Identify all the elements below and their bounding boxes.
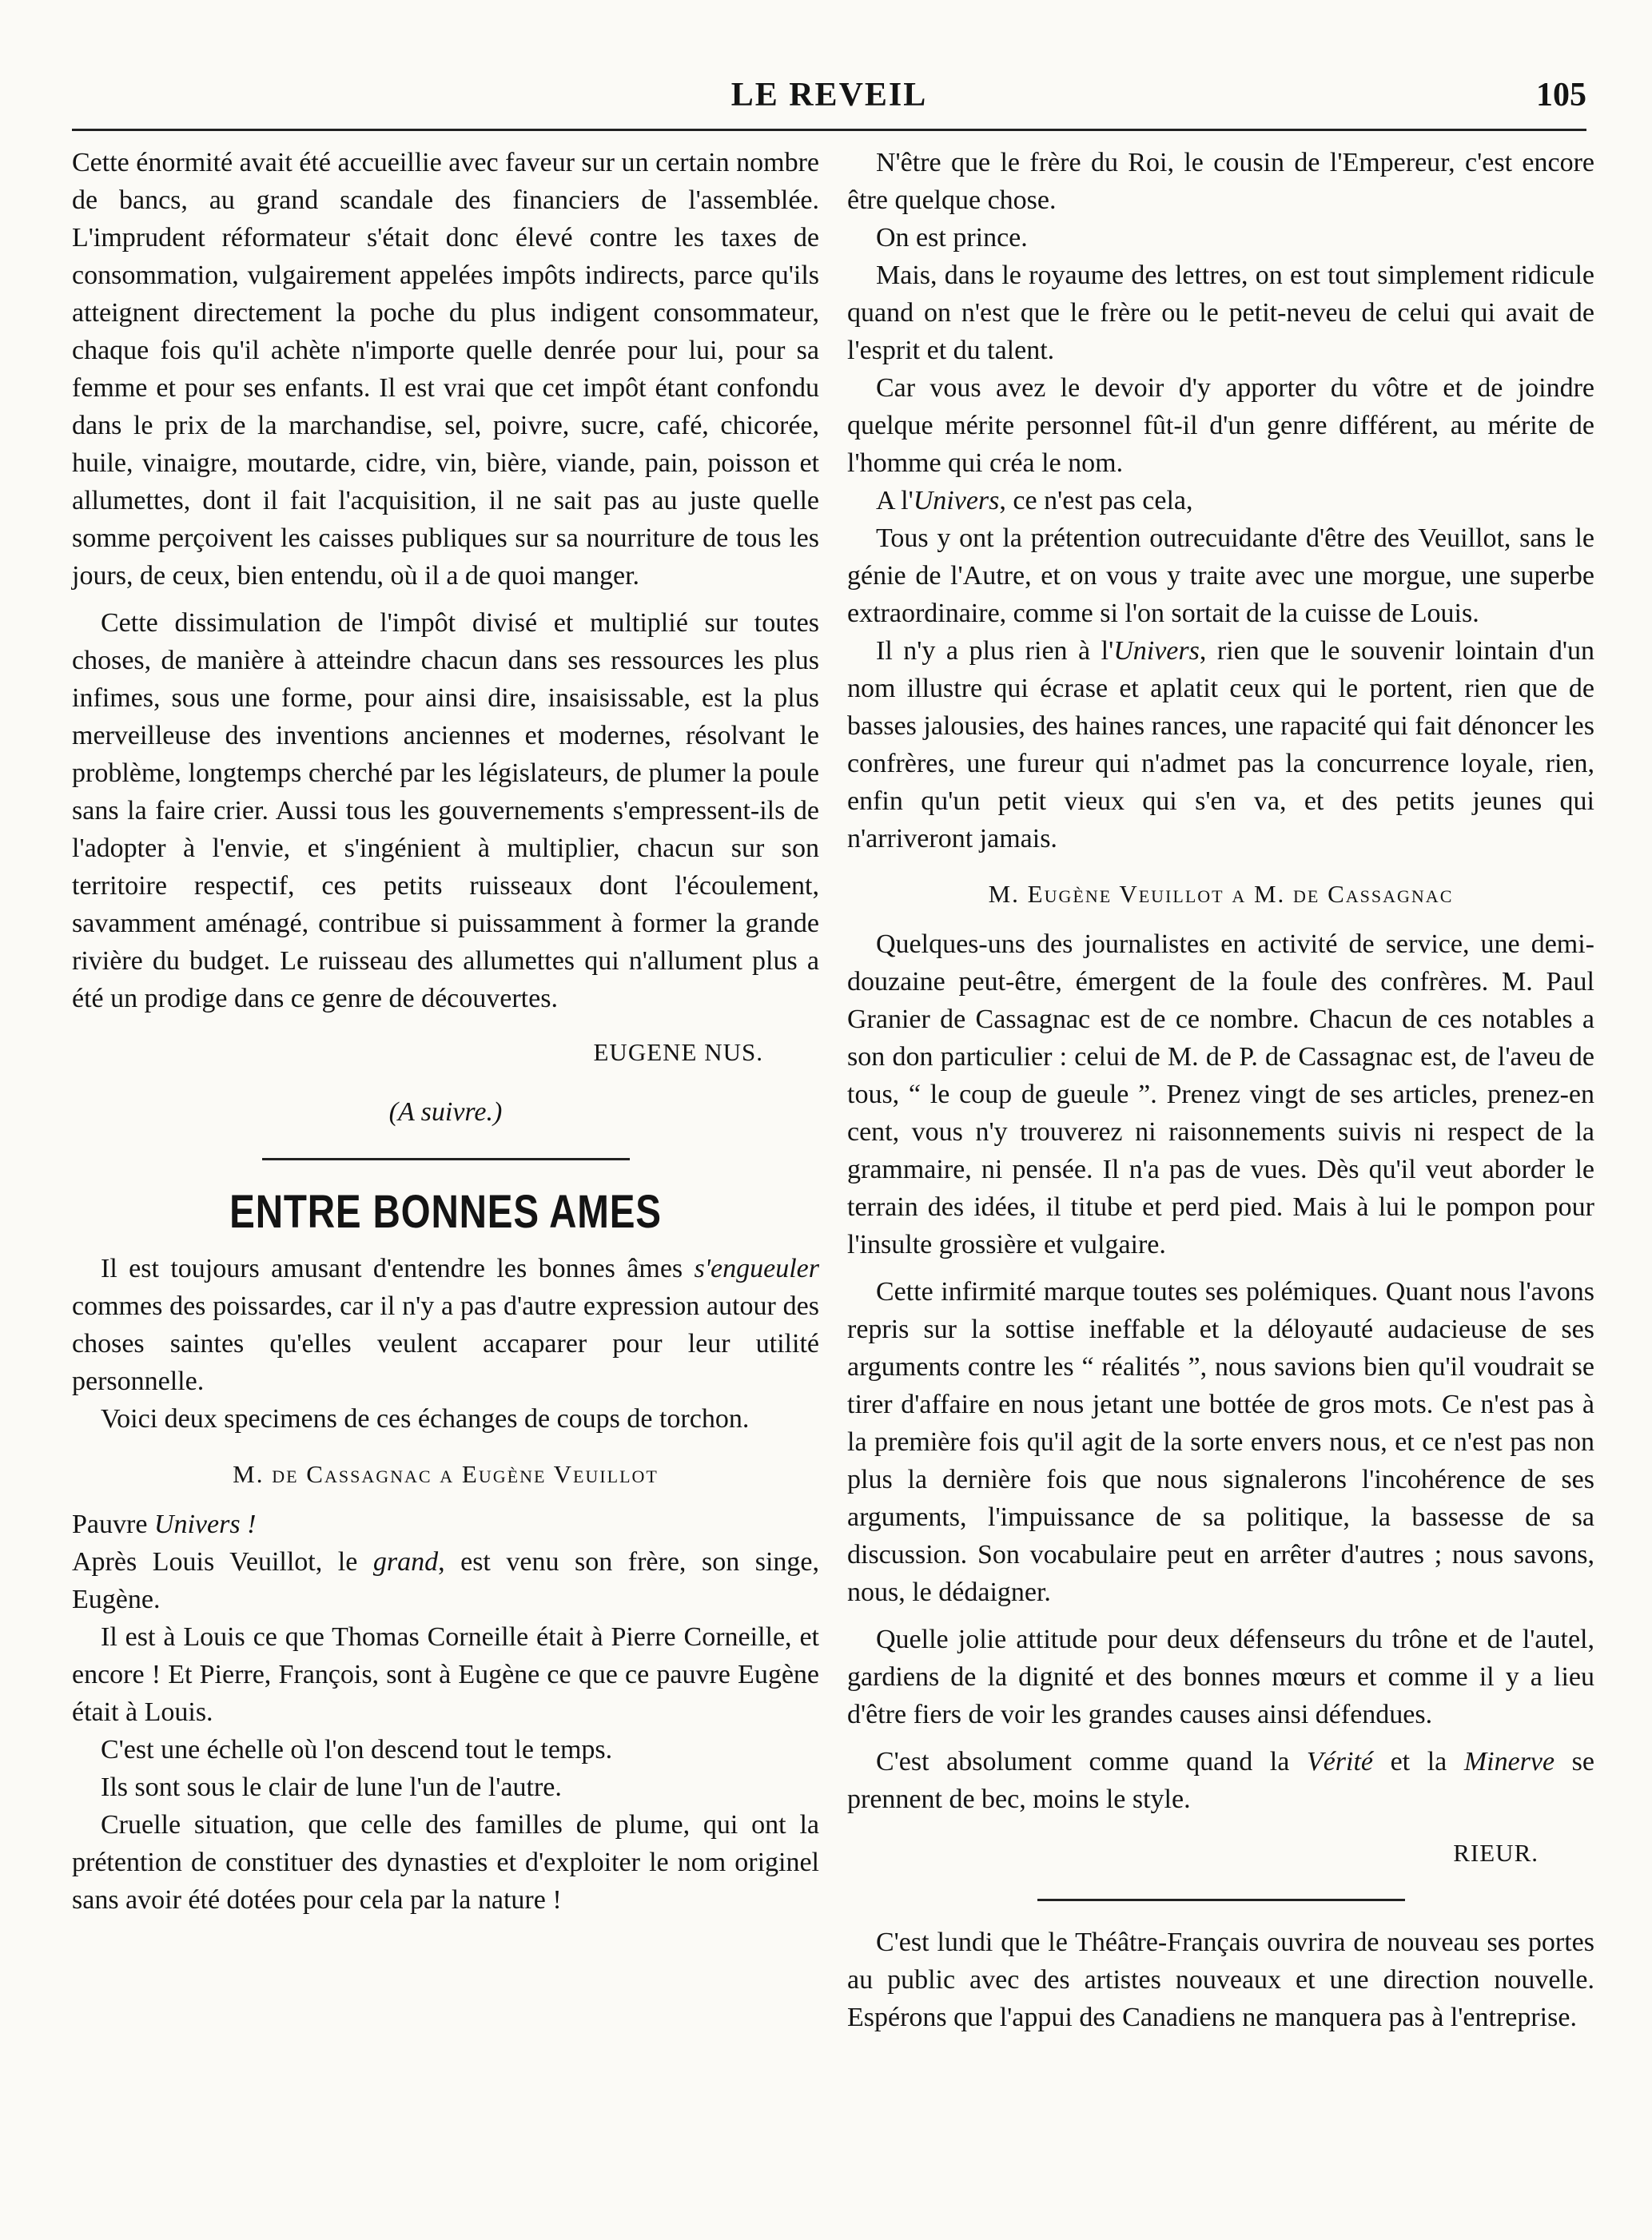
article-paragraph: Ils sont sous le clair de lune l'un de l'autre. [101, 1773, 562, 1802]
article-paragraph [847, 482, 1594, 519]
section-divider [1037, 1899, 1405, 1901]
page-header [72, 76, 1586, 148]
article-paragraph: C'est une échelle où l'on descend tout le temps. [101, 1735, 613, 1765]
text-run: C'est absolument comme quand la [876, 1747, 1307, 1776]
text-run: commes des poissardes, car il n'y a pas d'autre expression autour des choses saintes qu'elles veulent accaparer pour leur utilité personnelle. [72, 1291, 819, 1396]
header-rule [72, 129, 1586, 131]
italic-text: Univers [913, 486, 1000, 515]
text-run: Après Louis Veuillot, le [72, 1547, 373, 1577]
subsection-heading: M. Eugène Veuillot a M. de Cassagnac [988, 880, 1454, 908]
newspaper-title: LE REVEIL [730, 77, 928, 113]
article-paragraph: C'est lundi que le Théâtre-Français ouvrira de nouveau ses portes au public avec des artistes nouveaux et une direction nouvelle. Espérons que l'appui des Canadiens ne manquera pas à l'entreprise. [847, 1928, 1594, 2032]
italic-text: s'engueuler [694, 1254, 819, 1283]
text-run: Il n'y a plus rien à l' [876, 636, 1114, 666]
section-title: ENTRE BONNES AMES [229, 1186, 662, 1238]
article-paragraph: Cruelle situation, que celle des familles de plume, qui ont la prétention de constituer des dynasties et d'exploiter le nom originel sans avoir été dotées pour cela par la nature ! [72, 1810, 819, 1915]
article-paragraph: Cette infirmité marque toutes ses polémiques. Quant nous l'avons repris sur la sottise ineffable et la déloyauté audacieuse de ses arguments contre les “ réalités ”, nous savions bien qu'il voudrait se tirer d'affaire en nous jetant une bottée de gros mots. Ce n'est pas à la première fois qu'il agit de la sorte envers nous, et ce n'est pas non plus la dernière fois que nous signalerons l'incohérence de ses arguments, l'impuissance de sa politique, la bassesse de sa discussion. Son vocabulaire peut en arrêter d'autres ; nous savons, nous, le dédaigner. [847, 1277, 1594, 1607]
italic-text: Vérité [1306, 1747, 1373, 1776]
to-be-continued-note: (A suivre.) [388, 1097, 503, 1127]
article-paragraph: Voici deux specimens de ces échanges de coups de torchon. [101, 1404, 750, 1434]
text-run: , rien que le souvenir lointain d'un nom illustre qui écrase et aplatit ceux qui le portent, rien que de basses jalousies, des haines rances, une rapacité qui fait dénoncer les confrères, une fureur qui n'admet pas la concurrence loyale, rien, enfin qu'un petit vieux qui s'en va, et des petits jeunes qui n'arriveront jamais. [847, 636, 1594, 853]
author-signature: RIEUR. [1453, 1839, 1539, 1867]
article-paragraph [72, 1506, 819, 1543]
italic-text: Minerve [1463, 1747, 1555, 1776]
article-paragraph: On est prince. [876, 223, 1028, 253]
text-run: , ce n'est pas cela, [999, 486, 1193, 515]
page-number: 105 [1536, 77, 1586, 113]
text-run: , est venu son frère, son singe, Eugène. [72, 1547, 819, 1614]
italic-text: Univers [1113, 636, 1200, 666]
text-run: Pauvre [72, 1510, 154, 1539]
text-run: et la [1373, 1747, 1464, 1776]
article-paragraph: Quelques-uns des journalistes en activité de service, une demi-douzaine peut-être, émergent de la foule des confrères. M. Paul Granier de Cassagnac est de ce nombre. Chacun de ces notables a son don particulier : celui de M. de P. de Cassagnac est, de l'aveu de tous, “ le coup de gueule ”. Prenez vingt de ses articles, prenez-en cent, vous n'y trouverez ni raisonnements suivis ni respect de la grammaire, ni pensée. Il n'a pas de vues. Dès qu'il veut aborder le terrain des idées, il titube et perd pied. Mais à lui le pompon pour l'insulte grossière et vulgaire. [847, 929, 1594, 1259]
article-paragraph: Cette dissimulation de l'impôt divisé et multiplié sur toutes choses, de manière à atteindre chacun dans ses ressources les plus infimes, sous une forme, pour ainsi dire, insaisissable, est la plus merveilleuse des inventions anciennes et modernes, résolvant le problème, longtemps cherché par les législateurs, de plumer la poule sans la faire crier. Aussi tous les gouvernements s'empressent-ils de l'adopter à l'envie, et s'ingénient à multiplier, chacun sur son territoire respectif, ces petits ruisseaux dont l'écoulement, savamment aménagé, contribue si puissamment à former la grande rivière du budget. Le ruisseau des allumettes qui n'allument plus a été un prodige dans ce genre de découvertes. [72, 608, 819, 1013]
left-column [72, 144, 819, 1919]
article-paragraph [72, 1543, 819, 1618]
article-paragraph [72, 1250, 819, 1400]
article-paragraph [847, 1743, 1594, 1818]
text-run: Il est toujours amusant d'entendre les bonnes âmes [101, 1254, 695, 1283]
article-paragraph: Car vous avez le devoir d'y apporter du vôtre et de joindre quelque mérite personnel fût-il d'un genre différent, au mérite de l'homme qui créa le nom. [847, 373, 1594, 478]
section-divider [262, 1158, 630, 1160]
right-column [847, 144, 1594, 2036]
italic-text: grand [372, 1547, 439, 1577]
text-run: se prennent de bec, moins le style. [847, 1747, 1594, 1814]
article-paragraph: Quelle jolie attitude pour deux défenseurs du trône et de l'autel, gardiens de la dignité et des bonnes mœurs et comme il y a lieu d'être fiers de voir les grandes causes ainsi défendues. [847, 1625, 1594, 1729]
article-paragraph: Mais, dans le royaume des lettres, on est tout simplement ridicule quand on n'est que le frère ou le petit-neveu de celui qui avait de l'esprit et du talent. [847, 261, 1594, 365]
article-paragraph: Tous y ont la prétention outrecuidante d'être des Veuillot, sans le génie de l'Autre, et on vous y traite avec une morgue, une superbe extraordinaire, comme si l'on sortait de la cuisse de Louis. [847, 523, 1594, 628]
article-paragraph: Cette énormité avait été accueillie avec faveur sur un certain nombre de bancs, au grand scandale des financiers de l'assemblée. L'imprudent réformateur s'était donc élevé contre les taxes de consommation, vulgairement appelées impôts indirects, parce qu'ils atteignent directement la poche du plus indigent consommateur, chaque fois qu'il achète n'importe quelle denrée pour lui, pour sa femme et pour ses enfants. Il est vrai que cet impôt étant confondu dans le prix de la marchandise, sel, poivre, sucre, café, chicorée, huile, vinaigre, moutarde, cidre, vin, bière, viande, pain, poisson et allumettes, dont il fait l'acquisition, il ne sait pas au juste quelle somme perçoivent les caisses publiques sur sa nourriture de tous les jours, de ceux, bien entendu, où il a de quoi manger. [72, 148, 819, 591]
text-run: A l' [876, 486, 914, 515]
article-paragraph [847, 632, 1594, 857]
article-paragraph: Il est à Louis ce que Thomas Corneille était à Pierre Corneille, et encore ! Et Pierre, François, sont à Eugène ce que ce pauvre Eugène était à Louis. [72, 1622, 819, 1727]
article-paragraph: N'être que le frère du Roi, le cousin de l'Empereur, c'est encore être quelque chose. [847, 148, 1594, 215]
author-signature: EUGENE NUS. [593, 1038, 763, 1066]
italic-text: Univers ! [153, 1510, 257, 1539]
subsection-heading: M. de Cassagnac a Eugène Veuillot [233, 1460, 659, 1488]
